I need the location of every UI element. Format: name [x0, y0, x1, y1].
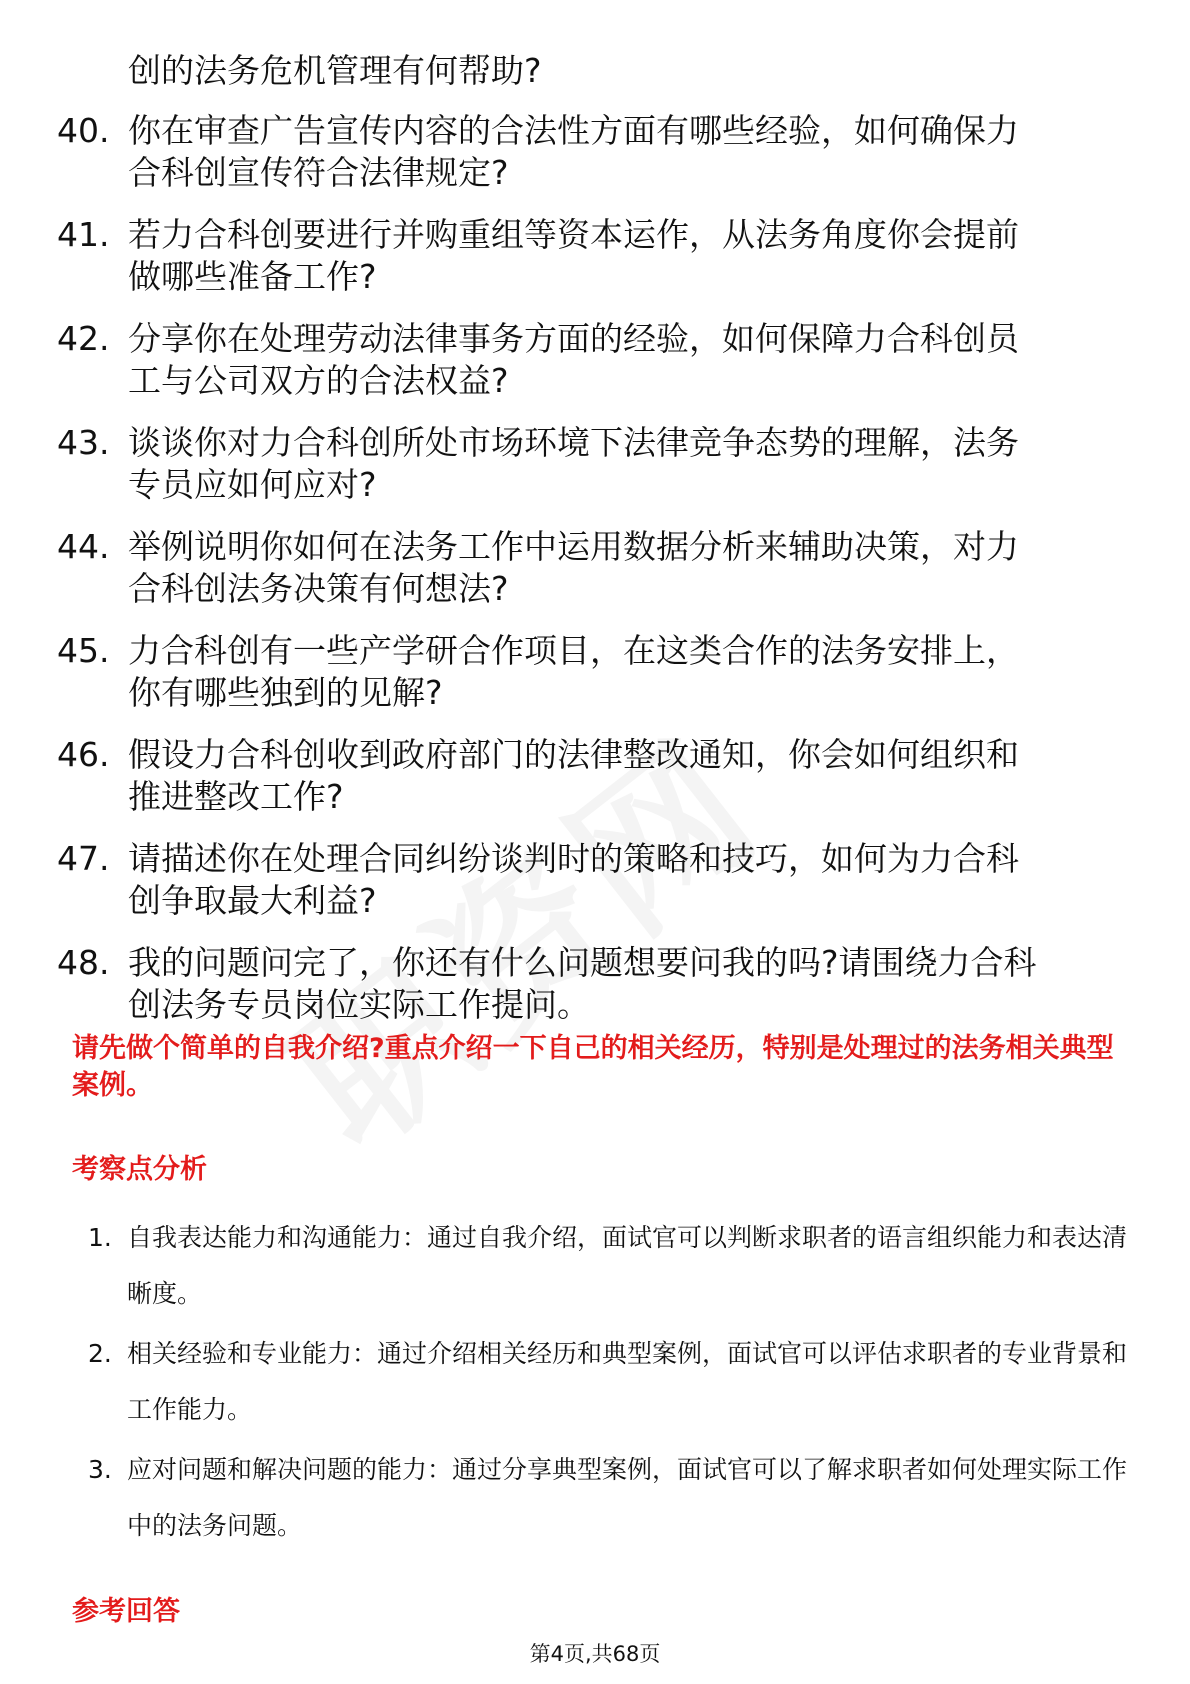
analysis-point: [88, 1210, 1128, 1322]
question-text: 请描述你在处理合同纠纷谈判时的策略和技巧，如何为力合科创争取最大利益?: [128, 839, 1019, 920]
point-text: 相关经验和专业能力：通过介绍相关经历和典型案例，面试官可以评估求职者的专业背景和工作能力。: [127, 1339, 1128, 1424]
analysis-points-list: [88, 1210, 1128, 1558]
point-number: 3.: [88, 1455, 112, 1484]
question-number: 46.: [57, 735, 110, 774]
question-text: 谈谈你对力合科创所处市场环境下法律竞争态势的理解，法务专员应如何应对?: [128, 423, 1019, 504]
page-number-footer: 第4页,共68页: [529, 1642, 661, 1666]
question-item: [57, 734, 1137, 818]
question-number: 48.: [57, 943, 110, 982]
analysis-point: [88, 1442, 1128, 1554]
point-text: 自我表达能力和沟通能力：通过自我介绍，面试官可以判断求职者的语言组织能力和表达清晰度。: [127, 1223, 1128, 1308]
question-item: [57, 110, 1137, 194]
question-number: 41.: [57, 215, 110, 254]
question-list: [57, 110, 1137, 1046]
question-item: [57, 318, 1137, 402]
question-text: 我的问题问完了，你还有什么问题想要问我的吗?请围绕力合科创法务专员岗位实际工作提问。: [128, 943, 1037, 1024]
point-number: 2.: [88, 1339, 112, 1368]
question-text: 分享你在处理劳动法律事务方面的经验，如何保障力合科创员工与公司双方的合法权益?: [128, 319, 1019, 400]
question-number: 40.: [57, 111, 110, 150]
question-item: [57, 838, 1137, 922]
question-item: [57, 422, 1137, 506]
question-item: [57, 214, 1137, 298]
reference-answer-title: 参考回答: [72, 1596, 180, 1627]
question-item: [57, 942, 1137, 1026]
question-item: [57, 630, 1137, 714]
question-number: 43.: [57, 423, 110, 462]
question-number: 44.: [57, 527, 110, 566]
point-number: 1.: [88, 1223, 112, 1252]
featured-question-heading: 请先做个简单的自我介绍?重点介绍一下自己的相关经历，特别是处理过的法务相关典型案例。: [72, 1033, 1114, 1101]
question-number: 47.: [57, 839, 110, 878]
question-continuation: 创的法务危机管理有何帮助?: [128, 51, 542, 90]
question-text: 举例说明你如何在法务工作中运用数据分析来辅助决策，对力合科创法务决策有何想法?: [128, 527, 1019, 608]
question-text: 若力合科创要进行并购重组等资本运作，从法务角度你会提前做哪些准备工作?: [128, 215, 1019, 296]
analysis-section-title: 考察点分析: [72, 1154, 207, 1185]
question-number: 42.: [57, 319, 110, 358]
question-text: 力合科创有一些产学研合作项目，在这类合作的法务安排上，你有哪些独到的见解?: [128, 631, 1019, 712]
question-text: 你在审查广告宣传内容的合法性方面有哪些经验，如何确保力合科创宣传符合法律规定?: [128, 111, 1019, 192]
question-number: 45.: [57, 631, 110, 670]
analysis-point: [88, 1326, 1128, 1438]
question-item: [57, 526, 1137, 610]
question-text: 假设力合科创收到政府部门的法律整改通知，你会如何组织和推进整改工作?: [128, 735, 1019, 816]
point-text: 应对问题和解决问题的能力：通过分享典型案例，面试官可以了解求职者如何处理实际工作中的法务问题。: [127, 1455, 1128, 1540]
